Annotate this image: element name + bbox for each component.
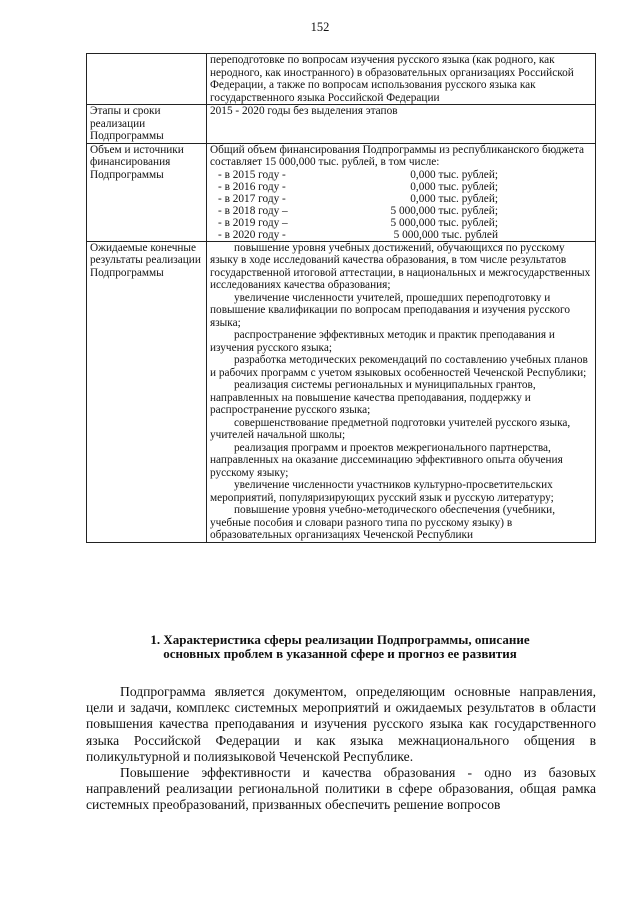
year-amount: 5 000,000 тыс. рублей; xyxy=(390,216,498,229)
row-label: Этапы и сроки реализации Подпрограммы xyxy=(87,105,207,144)
year-label: - в 2020 году - xyxy=(218,228,286,241)
row-label: Ожидаемые конечные результаты реализации Подпрограммы xyxy=(87,241,207,542)
result-item: реализация программ и проектов межрегионального партнерства, направленных на оказание диссеминацию эффективного опыта обучения русскому языку; xyxy=(210,441,563,479)
financing-year-row xyxy=(218,229,498,241)
row-label: Объем и источники финансирования Подпрограммы xyxy=(87,143,207,241)
result-item: распространение эффективных методик и практик преподавания и изучения русского языка; xyxy=(210,329,555,354)
subprogram-passport-table xyxy=(86,53,596,543)
financing-year-row xyxy=(218,193,498,205)
body-paragraph: Повышение эффективности и качества образования - одно из базовых направлений реализации региональной политики в сфере образования, общая рамка системных преобразований, призванных обеспечить решение вопросов xyxy=(86,765,596,813)
section-body xyxy=(86,684,596,814)
result-item: увеличение численности участников культурно-просветительских мероприятий, популяризирующих русский язык и русскую литературу; xyxy=(210,479,554,504)
financing-year-row xyxy=(218,181,498,193)
financing-intro: Общий объем финансирования Подпрограммы из республиканского бюджета составляет 15 000,000 тыс. рублей, в том числе: xyxy=(210,143,585,168)
section-heading-line1: 1. Характеристика сферы реализации Подпрограммы, описание xyxy=(150,632,530,647)
page-number: 152 xyxy=(310,20,330,34)
row-value: переподготовке по вопросам изучения русского языка (как родного, как неродного, как иностранного) в образовательных организациях Российской Федерации, а также по вопросам использования русского языка как государственного языка Российской Федерации xyxy=(207,54,596,105)
year-amount: 0,000 тыс. рублей; xyxy=(410,168,498,181)
financing-by-year xyxy=(218,169,498,241)
row-value: 2015 - 2020 годы без выделения этапов xyxy=(207,105,596,144)
section-heading-line2: основных проблем в указанной сфере и прогноз ее развития xyxy=(163,646,517,661)
financing-year-row xyxy=(218,217,498,229)
result-item: увеличение численности учителей, прошедших переподготовку и повышение квалификации по вопросам преподавания и изучения русского языка; xyxy=(210,291,571,329)
year-label: - в 2015 году - xyxy=(218,168,286,181)
table-row xyxy=(87,105,596,144)
section-heading xyxy=(100,633,580,661)
year-label: - в 2017 году - xyxy=(218,192,286,205)
year-label: - в 2016 году - xyxy=(218,180,286,193)
year-amount: 0,000 тыс. рублей; xyxy=(410,180,498,193)
result-item: реализация системы региональных и муниципальных грантов, направленных на повышение качества преподавания, поддержку и распространение русского языка; xyxy=(210,379,536,416)
financing-year-row xyxy=(218,205,498,217)
financing-year-row xyxy=(218,169,498,181)
year-label: - в 2018 году – xyxy=(218,204,288,217)
year-amount: 0,000 тыс. рублей; xyxy=(410,192,498,205)
year-label: - в 2019 году – xyxy=(218,216,288,229)
result-item: повышение уровня учебно-методического обеспечения (учебники, учебные пособия и словари разного типа по русскому языку) в образовательных организациях Чеченской Республики xyxy=(210,504,556,541)
result-item: разработка методических рекомендаций по составлению учебных планов и рабочих программ с учетом языковых особенностей Чеченской Республики; xyxy=(210,354,588,379)
year-amount: 5 000,000 тыс. рублей xyxy=(393,228,498,241)
body-paragraph: Подпрограмма является документом, определяющим основные направления, цели и задачи, комплекс системных мероприятий и ожидаемых результатов в области повышения качества преподавания и изучения русского языка как государственного языка Российской Федерации и как языка межнационального общения в поликультурной и полиязыковой Чеченской Республике. xyxy=(86,684,596,764)
row-label xyxy=(87,54,207,105)
result-item: повышение уровня учебных достижений, обучающихся по русскому языку в ходе исследований качества образования, в том числе результатов государственной итоговой аттестации, в национальных и межгосударственных исследованиях качества образования; xyxy=(210,241,591,291)
expected-results-cell xyxy=(207,241,596,542)
year-amount: 5 000,000 тыс. рублей; xyxy=(390,204,498,217)
table-row xyxy=(87,241,596,542)
table-row xyxy=(87,54,596,105)
result-item: совершенствование предметной подготовки учителей русского языка, учителей начальной школы; xyxy=(210,416,571,441)
financing-cell xyxy=(207,143,596,241)
table-row xyxy=(87,143,596,241)
